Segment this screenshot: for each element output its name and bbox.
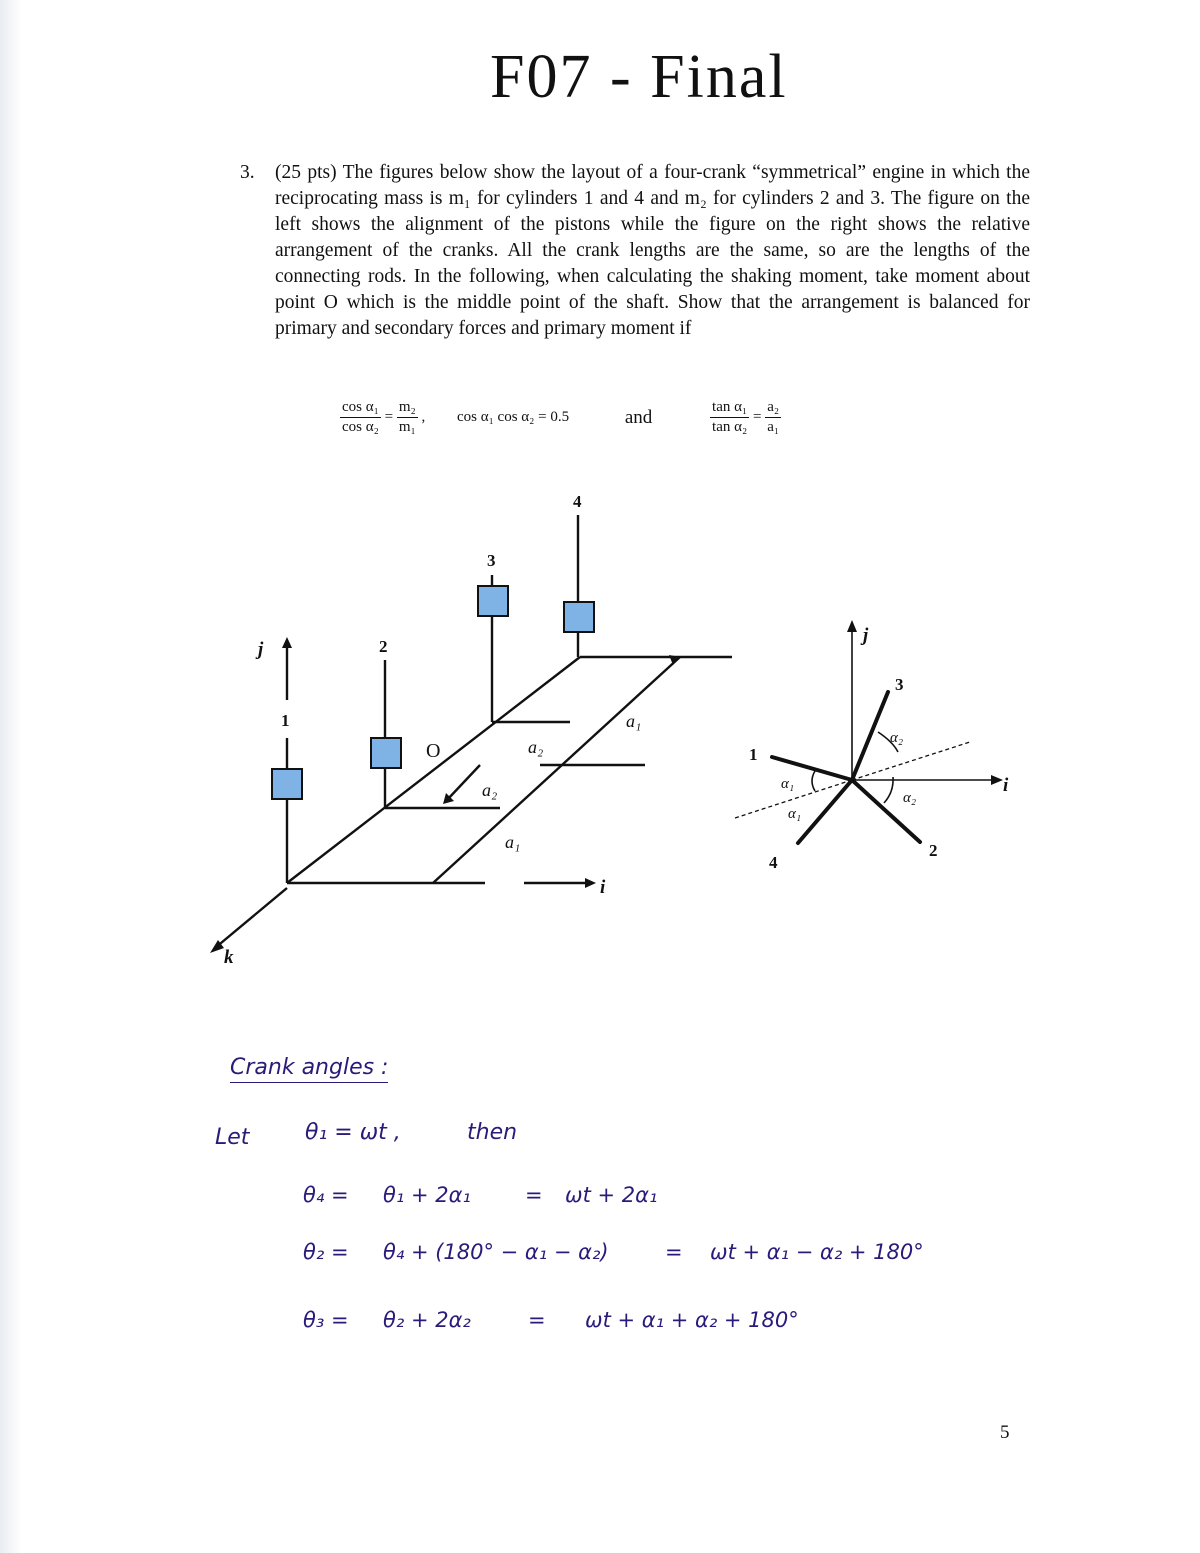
frac-mass-num: m₂ <box>397 398 418 418</box>
frac-cos-den: cos α₂ <box>342 419 379 435</box>
frac-tan-num: tan α₁ <box>710 398 749 418</box>
notes-line4-expr: θ₂ + 2α₂ <box>383 1308 471 1332</box>
cylinder-label-3: 3 <box>487 551 496 570</box>
notes-line2-eq: = <box>525 1183 543 1207</box>
notes-line4-eq: = <box>528 1308 546 1332</box>
i-axis-label: i⃗ <box>600 877 621 898</box>
angle-label-alpha1-upper: α₁ <box>781 776 795 792</box>
notes-then: then <box>467 1120 518 1145</box>
i-arrowhead <box>991 775 1003 785</box>
j-axis-label: j⃗ <box>258 639 279 660</box>
notes-heading: Crank angles : <box>230 1055 388 1083</box>
i-axis-label: i⃗ <box>1003 775 1024 796</box>
angle-arc-2 <box>884 777 893 803</box>
frac-a-num: a₂ <box>765 398 781 418</box>
problem-number: 3. <box>240 162 255 183</box>
and-word: and <box>624 406 653 428</box>
dim-label-a1-upper: a₁ <box>626 711 642 731</box>
j-arrowhead <box>847 620 857 632</box>
crank-label-3: 3 <box>895 675 904 694</box>
cylinder-label-2: 2 <box>379 637 388 656</box>
frac-a-den: a₁ <box>767 419 780 435</box>
notes-let: Let <box>215 1125 250 1150</box>
frac-tan-den: tan α₂ <box>712 419 748 435</box>
notes-line3-lhs: θ₂ = <box>303 1240 349 1264</box>
cos-product-eq: cos α₁ cos α₂ = 0.5 <box>456 409 570 425</box>
crank-label-4: 4 <box>769 853 778 872</box>
notes-line4-result: ωt + α₁ + α₂ + 180° <box>585 1308 799 1332</box>
notes-line3-expr: θ₄ + (180° − α₁ − α₂) <box>383 1240 609 1264</box>
crank-label-2: 2 <box>929 841 938 860</box>
notes-line2-expr: θ₁ + 2α₁ <box>383 1183 471 1207</box>
dim-label-a1-lower: a₁ <box>505 832 521 852</box>
notes-line4-lhs: θ₃ = <box>303 1308 349 1332</box>
j-axis-label: j⃗ <box>863 625 884 646</box>
point-o-label: O <box>426 740 441 762</box>
page-number: 5 <box>1000 1422 1010 1443</box>
conditions: $\frac{\text{cos α₁}}{\text{cos α₂}}$ = $\frac{\text{m₂}}{\text{m₁}}$ , cos α₁ cos α₂ = 0.5 and $\frac{\text{tan α₁}}{\text{tan α₂}}$ = $\frac{\text{a₂}}{\text{a₁}}$ <box>342 399 780 435</box>
notes-line2-lhs: θ₄ = <box>303 1183 349 1207</box>
frac-cos-num: cos α₁ <box>340 398 381 418</box>
frac-mass-den: m₁ <box>398 419 416 435</box>
handwritten-title: F07 - Final <box>490 43 788 111</box>
notes-line3-result: ωt + α₁ − α₂ + 180° <box>710 1240 924 1264</box>
dim-label-a2-lower: a₂ <box>482 780 498 800</box>
angle-arc-1 <box>812 771 815 791</box>
notes-line2-result: ωt + 2α₁ <box>565 1183 658 1207</box>
problem-text: (25 pts) The figures below show the layout of a four-crank “symmetrical” engine in which the reciprocating mass is m₁ for cylinders 1 and 4 and m₂ for cylinders 2 and 3. The figure on the left shows the alignment of the pistons while the figure on the right shows the relative arrangement of the cranks. All the crank lengths are the same, so are the lengths of the connecting rods. In the following, when calculating the shaking moment, take moment about point O which is the middle point of the shaft. Show that the arrangement is balanced for primary and secondary forces and primary moment if <box>275 162 1030 339</box>
cylinder-label-1: 1 <box>281 711 290 730</box>
angle-label-alpha2-upper: α₂ <box>890 730 904 746</box>
notes-line3-eq: = <box>665 1240 683 1264</box>
angle-label-alpha2-lower: α₂ <box>903 790 917 806</box>
reference-dashed-right <box>852 742 970 780</box>
dim-label-a2-upper: a₂ <box>528 737 544 757</box>
cylinder-label-4: 4 <box>573 492 582 511</box>
angle-label-alpha1-lower: α₁ <box>788 806 802 822</box>
crank-label-1: 1 <box>749 745 758 764</box>
notes-line1: θ₁ = ωt , <box>305 1120 401 1145</box>
k-axis-label: k⃗ <box>224 947 249 968</box>
